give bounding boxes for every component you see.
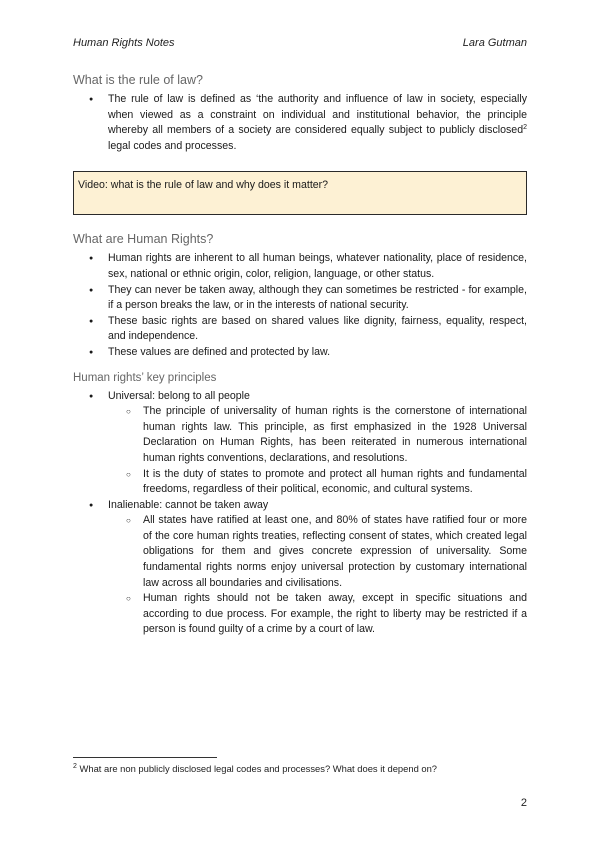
heading-key-principles: Human rights’ key principles [73, 371, 217, 384]
rule-of-law-definition-end: legal codes and processes. [108, 139, 237, 152]
list-item: ● These basic rights are based on shared values like dignity, fairness, equality, respect, and independence. [73, 314, 527, 345]
key-principles-list [73, 389, 527, 639]
footnote-marker: 2 [73, 763, 77, 770]
video-link-box[interactable] [73, 171, 527, 215]
rule-of-law-list [73, 92, 527, 154]
list-item [73, 92, 527, 154]
header-title: Human Rights Notes [73, 37, 175, 49]
list-item [73, 498, 527, 638]
page-header [73, 37, 527, 53]
header-author: Lara Gutman [462, 37, 527, 49]
footnote-text: What are non publicly disclosed legal codes and processes? What does it depend on? [76, 763, 438, 774]
heading-human-rights: What are Human Rights? [73, 232, 214, 247]
principle-inalienable-title: Inalienable: cannot be taken away [108, 498, 269, 511]
page-number: 2 [520, 797, 527, 809]
list-item [73, 389, 527, 498]
list-item: ○ All states have ratified at least one, and 80% of states have ratified four or more of the core human rights treaties, reflecting consent of states, which created legal obligations for them and gives concrete expression of universality. Some fundamental rights norms enjoy universal protection by customary international law across all boundaries and civilisations. [108, 513, 527, 591]
footnote-divider [73, 757, 217, 758]
list-item: ● They can never be taken away, although they can sometimes be restricted - for example, if a person breaks the law, or in the interests of national security. [73, 283, 527, 314]
list-item: ○ It is the duty of states to promote and protect all human rights and fundamental freedoms, regardless of their political, economic, and cultural systems. [108, 467, 527, 498]
inalienable-subpoints [108, 513, 527, 638]
universal-subpoints [108, 404, 527, 498]
page-content [73, 72, 527, 638]
footnote-reference[interactable]: 2 [523, 124, 527, 132]
footnote [73, 763, 533, 775]
human-rights-list [73, 251, 527, 360]
list-item: ● Human rights are inherent to all human beings, whatever nationality, place of residence, sex, national or ethnic origin, color, religion, language, or other status. [73, 251, 527, 282]
list-item: ○ The principle of universality of human rights is the cornerstone of international human rights law. This principle, as first emphasized in the 1928 Universal Declaration on Human Rights, has been reiterated in numerous international human rights conventions, declarations, and resolutions. [108, 404, 527, 466]
rule-of-law-definition: The rule of law is defined as ‘the authority and influence of law in society, especially when viewed as a constraint on individual and institutional behavior, the principle whereby all members of a society are considered equally subject to publicly disclosed [108, 93, 527, 137]
video-link-label[interactable]: Video: what is the rule of law and why does it matter? [78, 179, 329, 192]
principle-universal-title: Universal: belong to all people [108, 389, 250, 402]
heading-rule-of-law: What is the rule of law? [73, 73, 203, 87]
list-item: ○ Human rights should not be taken away, except in specific situations and according to due process. For example, the right to liberty may be restricted if a person is found guilty of a crime by a court of law. [108, 591, 527, 638]
list-item: ● These values are defined and protected by law. [73, 345, 527, 361]
